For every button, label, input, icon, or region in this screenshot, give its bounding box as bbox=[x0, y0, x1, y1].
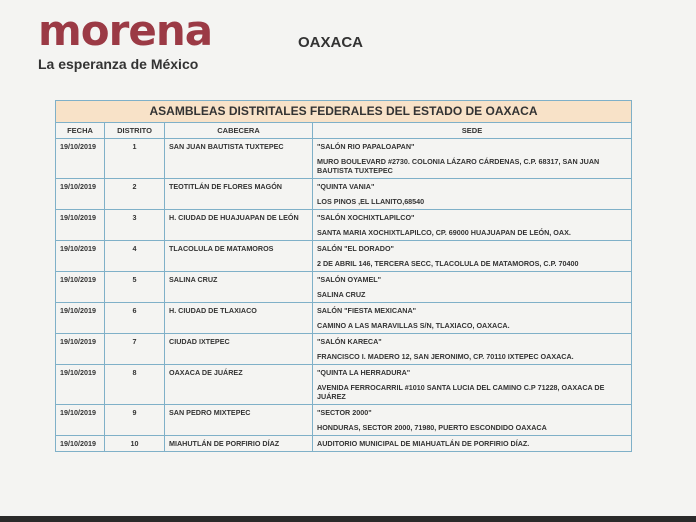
cabecera-cell: H. CIUDAD DE HUAJUAPAN DE LEÓN bbox=[165, 210, 313, 241]
sede-name: SALÓN "EL DORADO" bbox=[317, 244, 394, 254]
sede-address: SALINA CRUZ bbox=[317, 290, 366, 300]
sede-name: "SALÓN XOCHIXTLAPILCO" bbox=[317, 213, 415, 223]
sede-cell bbox=[313, 405, 632, 436]
sede-cell bbox=[313, 365, 632, 405]
state-heading: OAXACA bbox=[298, 34, 364, 51]
sede-cell bbox=[313, 303, 632, 334]
assemblies-table bbox=[55, 100, 632, 452]
fecha-cell: 19/10/2019 bbox=[56, 303, 105, 334]
sede-address: LOS PINOS ,EL LLANITO,68540 bbox=[317, 197, 425, 207]
table-row bbox=[56, 405, 632, 436]
cabecera-cell: SAN PEDRO MIXTEPEC bbox=[165, 405, 313, 436]
table-row bbox=[56, 365, 632, 405]
header-distrito: DISTRITO bbox=[105, 123, 165, 139]
sede-cell bbox=[313, 210, 632, 241]
bottom-edge bbox=[0, 516, 696, 522]
cabecera-cell: SALINA CRUZ bbox=[165, 272, 313, 303]
sede-address: FRANCISCO I. MADERO 12, SAN JERONIMO, CP. 70110 IXTEPEC OAXACA. bbox=[317, 352, 574, 362]
sede-name: "QUINTA LA HERRADURA" bbox=[317, 368, 411, 378]
table-row bbox=[56, 139, 632, 179]
cabecera-cell: CIUDAD IXTEPEC bbox=[165, 334, 313, 365]
header-fecha: FECHA bbox=[56, 123, 105, 139]
fecha-cell: 19/10/2019 bbox=[56, 436, 105, 452]
fecha-cell: 19/10/2019 bbox=[56, 210, 105, 241]
distrito-cell: 8 bbox=[105, 365, 165, 405]
logo-wordmark: morena bbox=[38, 6, 213, 55]
distrito-cell: 1 bbox=[105, 139, 165, 179]
sede-address: MURO BOULEVARD #2730. COLONIA LÁZARO CÁRDENAS, C.P. 68317, SAN JUAN BAUTISTA TUXTEPEC bbox=[317, 157, 600, 176]
sede-cell bbox=[313, 179, 632, 210]
distrito-cell: 7 bbox=[105, 334, 165, 365]
sede-name: "SECTOR 2000" bbox=[317, 408, 372, 418]
sede-address: 2 DE ABRIL 146, TERCERA SECC, TLACOLULA DE MATAMOROS, C.P. 70400 bbox=[317, 259, 579, 269]
table-row bbox=[56, 210, 632, 241]
sede-name: "SALÓN RIO PAPALOAPAN" bbox=[317, 142, 415, 152]
sede-address: HONDURAS, SECTOR 2000, 71980, PUERTO ESCONDIDO OAXACA bbox=[317, 423, 547, 433]
table-row bbox=[56, 334, 632, 365]
distrito-cell: 3 bbox=[105, 210, 165, 241]
table-row bbox=[56, 179, 632, 210]
sede-name: "QUINTA VANIA" bbox=[317, 182, 375, 192]
fecha-cell: 19/10/2019 bbox=[56, 241, 105, 272]
distrito-cell: 9 bbox=[105, 405, 165, 436]
fecha-cell: 19/10/2019 bbox=[56, 272, 105, 303]
sede-name: SALÓN "FIESTA MEXICANA" bbox=[317, 306, 417, 316]
sede-address: CAMINO A LAS MARAVILLAS S/N, TLAXIACO, OAXACA. bbox=[317, 321, 510, 331]
distrito-cell: 2 bbox=[105, 179, 165, 210]
table-row bbox=[56, 436, 632, 452]
fecha-cell: 19/10/2019 bbox=[56, 365, 105, 405]
table-row bbox=[56, 241, 632, 272]
sede-cell bbox=[313, 241, 632, 272]
sede-cell bbox=[313, 139, 632, 179]
sede-cell bbox=[313, 334, 632, 365]
header-sede: SEDE bbox=[313, 123, 632, 139]
sede-cell bbox=[313, 272, 632, 303]
morena-logo bbox=[38, 6, 212, 73]
table-title: ASAMBLEAS DISTRITALES FEDERALES DEL ESTADO DE OAXACA bbox=[56, 101, 632, 123]
table-row bbox=[56, 303, 632, 334]
distrito-cell: 4 bbox=[105, 241, 165, 272]
distrito-cell: 10 bbox=[105, 436, 165, 452]
cabecera-cell: MIAHUTLÁN DE PORFIRIO DÍAZ bbox=[165, 436, 313, 452]
sede-cell bbox=[313, 436, 632, 452]
cabecera-cell: TLACOLULA DE MATAMOROS bbox=[165, 241, 313, 272]
sede-name: AUDITORIO MUNICIPAL DE MIAHUATLÁN DE PORFIRIO DÍAZ. bbox=[317, 439, 530, 449]
cabecera-cell: OAXACA DE JUÁREZ bbox=[165, 365, 313, 405]
distrito-cell: 5 bbox=[105, 272, 165, 303]
fecha-cell: 19/10/2019 bbox=[56, 334, 105, 365]
distrito-cell: 6 bbox=[105, 303, 165, 334]
fecha-cell: 19/10/2019 bbox=[56, 405, 105, 436]
cabecera-cell: SAN JUAN BAUTISTA TUXTEPEC bbox=[165, 139, 313, 179]
header-cabecera: CABECERA bbox=[165, 123, 313, 139]
sede-address: AVENIDA FERROCARRIL #1010 SANTA LUCIA DEL CAMINO C.P 71228, OAXACA DE JUÁREZ bbox=[317, 383, 605, 402]
logo-tagline: La esperanza de México bbox=[38, 56, 199, 72]
fecha-cell: 19/10/2019 bbox=[56, 139, 105, 179]
cabecera-cell: TEOTITLÁN DE FLORES MAGÓN bbox=[165, 179, 313, 210]
fecha-cell: 19/10/2019 bbox=[56, 179, 105, 210]
sede-name: "SALÓN KARECA" bbox=[317, 337, 382, 347]
table-row bbox=[56, 272, 632, 303]
cabecera-cell: H. CIUDAD DE TLAXIACO bbox=[165, 303, 313, 334]
sede-name: "SALÓN OYAMEL" bbox=[317, 275, 382, 285]
sede-address: SANTA MARIA XOCHIXTLAPILCO, CP. 69000 HUAJUAPAN DE LEÓN, OAX. bbox=[317, 228, 571, 238]
